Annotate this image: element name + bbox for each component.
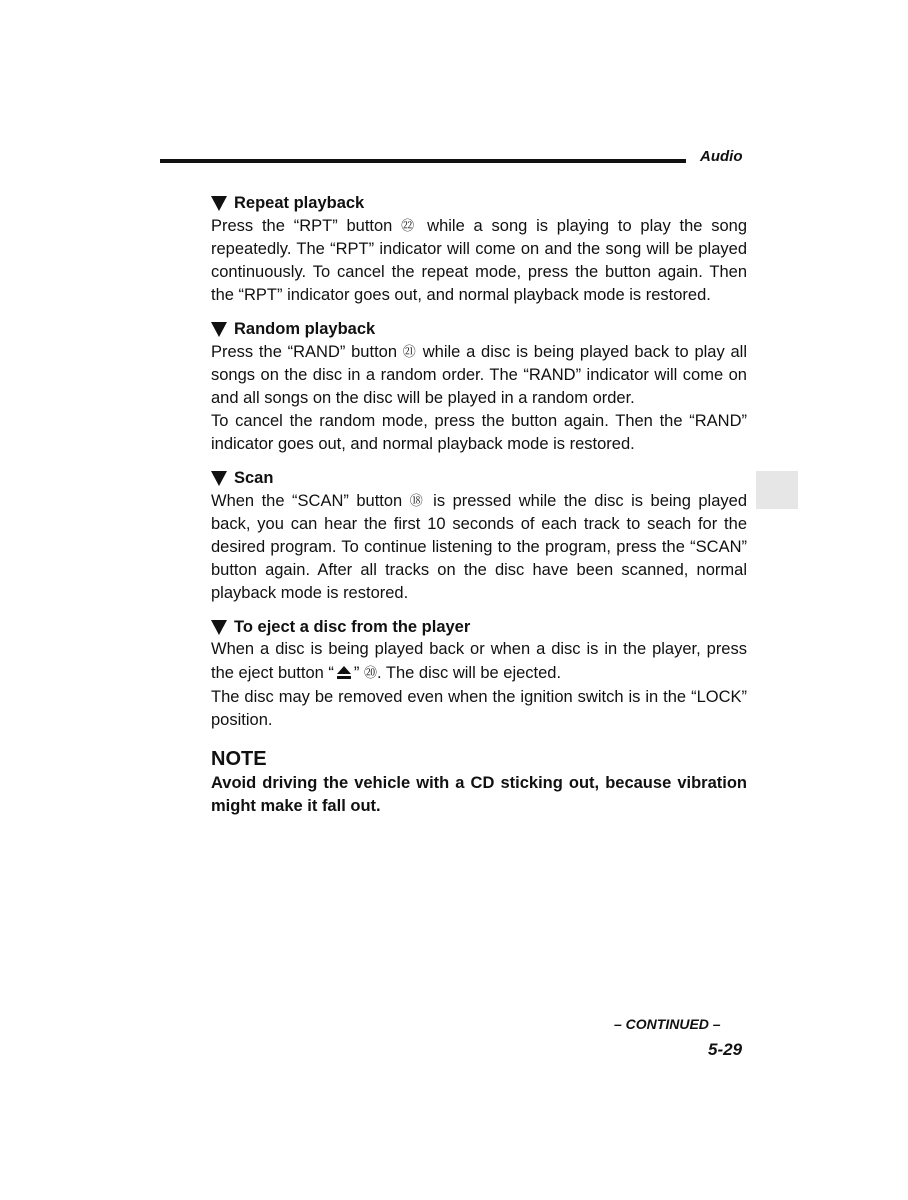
section-body	[211, 340, 747, 410]
section-title: Repeat playback	[234, 194, 365, 212]
section-body	[211, 214, 747, 307]
body-text: When the “SCAN” button	[211, 492, 403, 510]
reference-number: ⑳	[364, 665, 378, 680]
reference-number: ⑱	[409, 493, 426, 508]
triangle-bullet-icon	[211, 620, 227, 635]
section-body	[211, 686, 747, 732]
section-body	[211, 489, 747, 605]
reference-number: ㉑	[402, 344, 417, 359]
body-text: ”	[353, 664, 360, 682]
section-title: Scan	[234, 469, 274, 487]
note-heading: NOTE	[211, 748, 267, 770]
section-heading	[211, 467, 747, 489]
body-text: while a song is playing to play the song repeatedly. The “RPT” indicator will come on and the song will be played continuously. To cancel the repeat mode, press the button again. Then the “RPT” indicator goes out, and normal playback mode is restored.	[211, 217, 747, 304]
page-number: 5-29	[708, 1040, 743, 1059]
body-text: . The disc will be ejected.	[377, 664, 562, 682]
continued-label: – CONTINUED –	[614, 1016, 721, 1032]
section-body	[211, 410, 747, 456]
section-heading	[211, 192, 747, 214]
reference-number: ㉒	[401, 218, 419, 233]
page-content	[211, 192, 747, 818]
body-text: To cancel the random mode, press the button again. Then the “RAND” indicator goes out, and normal playback mode is restored.	[211, 412, 747, 453]
note-text: Avoid driving the vehicle with a CD sticking out, because vibration might make it fall out.	[211, 774, 747, 815]
triangle-bullet-icon	[211, 322, 227, 337]
section-heading	[211, 616, 747, 638]
triangle-bullet-icon	[211, 471, 227, 486]
body-text: Press the “RAND” button	[211, 343, 398, 361]
section-label: Audio	[700, 148, 743, 165]
chapter-tab	[756, 471, 798, 509]
body-text: When a disc is being played back or when a disc is in the player, press the eject button “	[211, 640, 747, 682]
header-rule	[160, 159, 686, 163]
body-text: is pressed while the disc is being played back, you can hear the first 10 seconds of each track to seach for the desired program. To continue listening to the program, press the “SCAN” button again. After all tracks on the disc have been scanned, normal playback mode is restored.	[211, 492, 748, 602]
section-eject-disc	[211, 616, 747, 732]
section-random-playback	[211, 318, 747, 456]
eject-icon	[337, 663, 351, 686]
section-body	[211, 638, 747, 686]
section-title: To eject a disc from the player	[234, 618, 471, 636]
section-scan	[211, 467, 747, 605]
triangle-bullet-icon	[211, 196, 227, 211]
body-text: while a disc is being played back to play all songs on the disc in a random order. The “RAND” indicator will come on and all songs on the disc will be played in a random order.	[211, 343, 747, 407]
section-title: Random playback	[234, 320, 376, 338]
section-repeat-playback	[211, 192, 747, 307]
section-heading	[211, 318, 747, 340]
body-text: The disc may be removed even when the ignition switch is in the “LOCK” position.	[211, 688, 747, 729]
body-text: Press the “RPT” button	[211, 217, 393, 235]
